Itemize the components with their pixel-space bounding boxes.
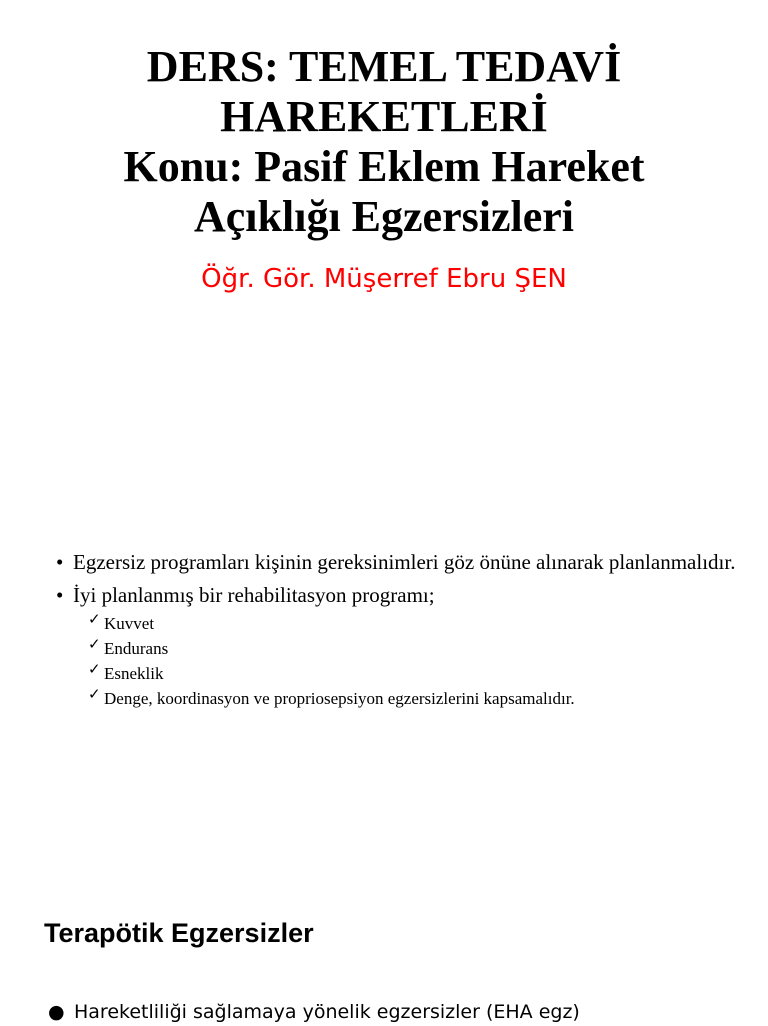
sub-item-text: Esneklik xyxy=(104,664,164,683)
sub-item-text: Denge, koordinasyon ve propriosepsiyon egzersizlerini kapsamalıdır. xyxy=(104,689,575,708)
bullet-item xyxy=(56,550,736,574)
title-line-4: Açıklığı Egzersizleri xyxy=(194,192,574,241)
check-mark-icon: ✓ xyxy=(88,685,101,703)
bullet-dot-icon: ● xyxy=(48,1001,65,1023)
sub-list xyxy=(73,611,736,711)
sub-item xyxy=(88,686,736,711)
bullet-text: Egzersiz programları kişinin gereksinimleri göz önüne alınarak planlanmalıdır. xyxy=(73,550,736,574)
slide-title xyxy=(40,42,728,242)
bullet-list xyxy=(56,550,736,720)
check-mark-icon: ✓ xyxy=(88,610,101,628)
sub-item xyxy=(88,661,736,686)
title-line-1: DERS: TEMEL TEDAVİ xyxy=(146,42,622,91)
check-mark-icon: ✓ xyxy=(88,660,101,678)
bullet-dot-icon: • xyxy=(56,550,64,574)
bullet-text: İyi planlanmış bir rehabilitasyon programı; xyxy=(73,583,435,607)
bullet-item xyxy=(56,583,736,711)
presenter-name: Öğr. Gör. Müşerref Ebru ŞEN xyxy=(201,264,567,294)
bullet-dot-icon: • xyxy=(56,583,64,607)
check-mark-icon: ✓ xyxy=(88,635,101,653)
section-item-text: Hareketliliği sağlamaya yönelik egzersizler (EHA egz) xyxy=(74,1001,580,1023)
title-line-3: Konu: Pasif Eklem Hareket xyxy=(123,142,645,191)
sub-item-text: Kuvvet xyxy=(104,614,155,633)
section-list xyxy=(48,998,580,1026)
title-line-2: HAREKETLERİ xyxy=(220,92,548,141)
sub-item xyxy=(88,611,736,636)
section-list-item xyxy=(48,998,580,1026)
sub-item xyxy=(88,636,736,661)
sub-item-text: Endurans xyxy=(104,639,169,658)
section-heading: Terapötik Egzersizler xyxy=(44,918,314,948)
